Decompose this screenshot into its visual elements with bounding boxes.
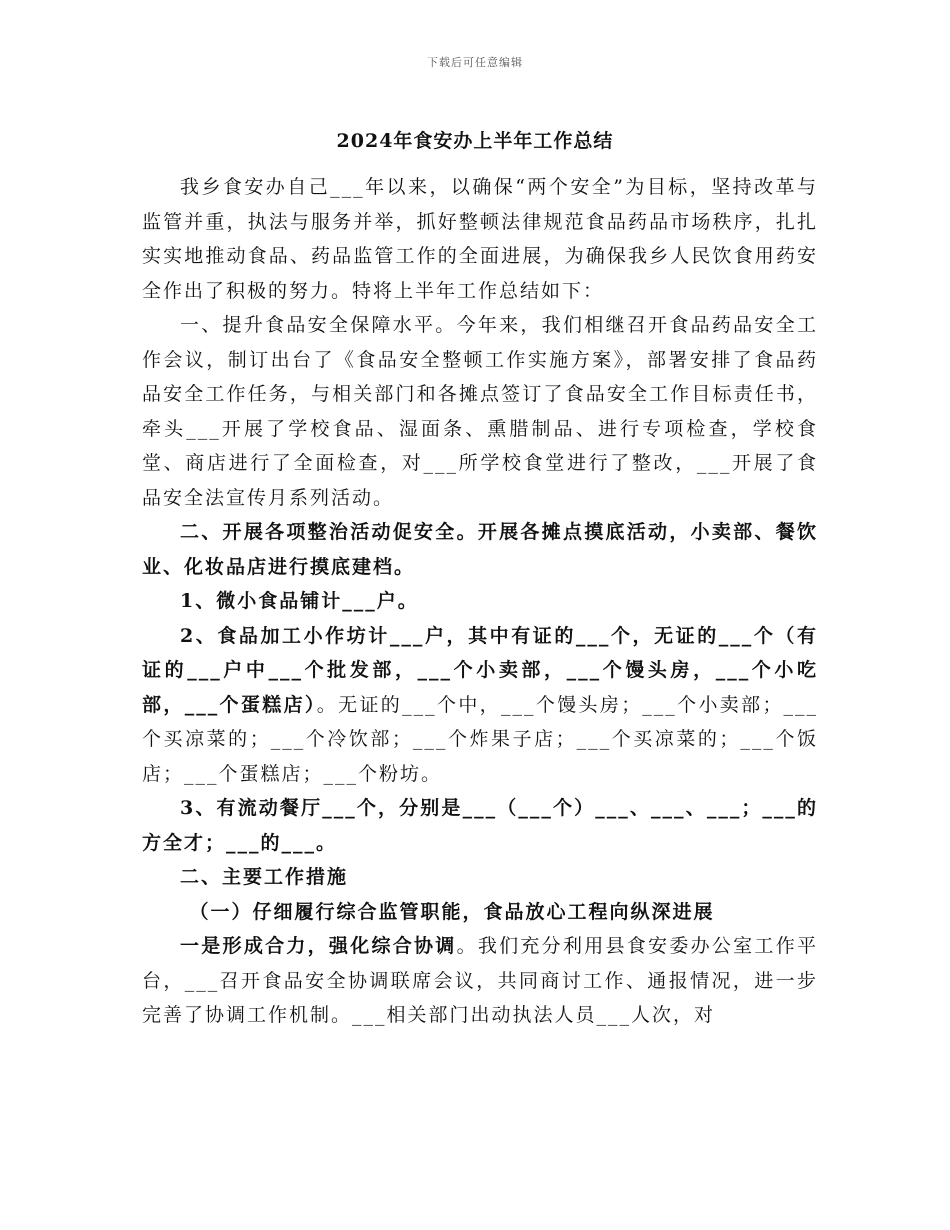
paragraph-item-2-normal: 。无证的___个中，___个馒头房；___个小卖部；___个买凉菜的；___个冷饮部；___个炸果子店；___个买凉菜的；___个饭店；___个蛋糕店；___个粉坊。 bbox=[142, 693, 818, 785]
heading-main-measures: 二、主要工作措施 bbox=[180, 866, 349, 888]
document-body bbox=[142, 170, 818, 1033]
paragraph-item-2 bbox=[142, 619, 818, 792]
document-title: 2024年食安办上半年工作总结 bbox=[336, 130, 614, 152]
paragraph-section-1: 一、提升食品安全保障水平。今年来，我们相继召开食品药品安全工作会议，制订出台了《食品安全整顿工作实施方案》，部署安排了食品药品安全工作任务，与相关部门和各摊点签订了食品安全工作目标责任书，牵头___开展了学校食品、湿面条、熏腊制品、进行专项检查，学校食堂、商店进行了全面检查，对___所学校食堂进行了整改，___开展了食品安全法宣传月系列活动。 bbox=[142, 314, 818, 509]
paragraph-item-3: 3、有流动餐厅___个，分别是___（___个）___、___、___；___的方全才；___的___。 bbox=[142, 797, 818, 854]
paragraph-measure-1 bbox=[142, 929, 818, 1033]
paragraph-intro: 我乡食安办自己___年以来，以确保“两个安全”为目标，坚持改革与监管并重，执法与服务并举，抓好整顿法律规范食品药品市场秩序，扎扎实实地推动食品、药品监管工作的全面进展，为确保我乡人民饮食用药安全作出了积极的努力。特将上半年工作总结如下： bbox=[142, 176, 818, 302]
paragraph-item-1: 1、微小食品铺计___户。 bbox=[180, 590, 419, 612]
paragraph-section-2: 二、开展各项整治活动促安全。开展各摊点摸底活动，小卖部、餐饮业、化妆品店进行摸底建档。 bbox=[142, 521, 818, 578]
paragraph-item-2-bold: 2、食品加工小作坊计___户，其中有证的___个，无证的___个（有证的___户中___个批发部，___个小卖部，___个馒头房，___个小吃部，___个蛋糕店） bbox=[142, 624, 818, 716]
header-note: 下载后可任意编辑 bbox=[427, 56, 523, 69]
heading-subsection-1: （一）仔细履行综合监管职能，食品放心工程向纵深进展 bbox=[189, 900, 715, 923]
paragraph-measure-1-bold: 一是形成合力，强化综合协调 bbox=[180, 935, 457, 957]
paragraph-measure-1-normal: 。我们充分利用县食安委办公室工作平台，___召开食品安全协调联席会议，共同商讨工作、通报情况，进一步完善了协调工作机制。___相关部门出动执法人员___人次，对 bbox=[142, 935, 818, 1026]
